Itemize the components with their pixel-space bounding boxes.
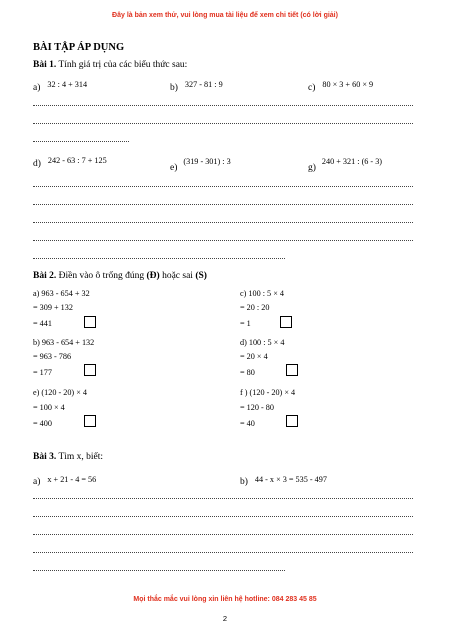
answer-box-b[interactable] — [84, 364, 96, 376]
answer-line — [33, 497, 413, 499]
bai1-item-a — [33, 77, 87, 95]
item-expression: 242 - 63 : 7 + 125 — [47, 156, 107, 165]
bai1-label: Bài 1. — [33, 60, 57, 70]
bai1-item-g — [308, 153, 382, 171]
answer-box-d[interactable] — [286, 364, 298, 376]
answer-line — [33, 185, 413, 187]
item-label: g) — [308, 163, 316, 173]
item-label: c) — [308, 83, 316, 93]
bai2-f-line1: f ) (120 - 20) × 4 — [240, 388, 296, 397]
answer-line — [33, 203, 413, 205]
item-expression: 327 - 81 : 9 — [184, 80, 223, 89]
answer-box-f[interactable] — [286, 415, 298, 427]
bai2-c-line2: = 20 : 20 — [240, 303, 270, 312]
bai2-a-line1: a) 963 - 654 + 32 — [33, 289, 90, 298]
bai2-a-line2: = 309 + 132 — [33, 303, 73, 312]
bai3-instruction: Tìm x, biết: — [56, 452, 104, 462]
section-title: BÀI TẬP ÁP DỤNG — [33, 42, 125, 53]
bai2-e-line3: = 400 — [33, 419, 52, 428]
item-label: b) — [170, 83, 178, 93]
answer-line — [33, 551, 413, 553]
bai2-e-line2: = 100 × 4 — [33, 403, 65, 412]
answer-box-c[interactable] — [280, 316, 292, 328]
bai2-instruction-mid: hoặc sai — [159, 271, 196, 281]
bai2-b-line3: = 177 — [33, 368, 52, 377]
item-expression: 32 : 4 + 314 — [47, 80, 88, 89]
answer-line — [33, 515, 413, 517]
bai2-sai: (S) — [195, 271, 207, 281]
bai2-f-line2: = 120 - 80 — [240, 403, 274, 412]
answer-line — [33, 104, 413, 106]
page-number: 2 — [222, 614, 228, 623]
answer-line — [33, 239, 413, 241]
item-expression: 240 + 321 : (6 - 3) — [321, 157, 383, 166]
answer-line — [33, 257, 285, 259]
bai2-d-line2: = 20 × 4 — [240, 352, 268, 361]
answer-box-e[interactable] — [84, 415, 96, 427]
item-label: a) — [33, 83, 41, 93]
answer-line — [33, 140, 129, 142]
bai2-heading — [33, 271, 207, 281]
item-label: d) — [33, 159, 41, 169]
bai2-b-line1: b) 963 - 654 + 132 — [33, 338, 95, 347]
bai3-label: Bài 3. — [33, 452, 57, 462]
bai2-a-line3: = 441 — [33, 319, 52, 328]
bai2-e-line1: e) (120 - 20) × 4 — [33, 388, 87, 397]
bai3-item-a — [33, 471, 96, 489]
answer-box-a[interactable] — [84, 316, 96, 328]
item-expression: 80 × 3 + 60 × 9 — [322, 80, 374, 89]
answer-line — [33, 122, 413, 124]
item-label: e) — [170, 163, 178, 173]
bai1-instruction: Tính giá trị của các biểu thức sau: — [56, 60, 188, 70]
bai2-f-line3: = 40 — [240, 419, 255, 428]
answer-line — [33, 221, 413, 223]
bai3-item-b — [240, 471, 327, 489]
answer-line — [33, 569, 285, 571]
bai1-item-d — [33, 153, 107, 171]
bai3-heading — [33, 452, 103, 462]
bai2-b-line2: = 963 - 786 — [33, 352, 72, 361]
bai2-dung: (Đ) — [146, 271, 160, 281]
bai2-c-line3: = 1 — [240, 319, 251, 328]
answer-line — [33, 533, 413, 535]
bai2-d-line3: = 80 — [240, 368, 255, 377]
item-label: b) — [240, 477, 248, 487]
footer-notice: Mọi thắc mắc vui lòng xin liên hệ hotline: 084 283 45 85 — [133, 596, 317, 603]
bai1-item-c — [308, 77, 373, 95]
bai2-d-line1: d) 100 : 5 × 4 — [240, 338, 285, 347]
item-label: a) — [33, 477, 41, 487]
item-expression: 44 - x × 3 = 535 - 497 — [254, 475, 327, 484]
bai2-label: Bài 2. — [33, 271, 57, 281]
bai1-item-b — [170, 77, 223, 95]
bai2-instruction-pre: Điền vào ô trống đúng — [56, 271, 147, 281]
bai2-c-line1: c) 100 : 5 × 4 — [240, 289, 284, 298]
item-expression: (319 - 301) : 3 — [183, 157, 231, 166]
item-expression: x + 21 - 4 = 56 — [47, 475, 97, 484]
header-notice: Đây là bản xem thử, vui lòng mua tài liệu để xem chi tiết (có lời giải) — [112, 12, 338, 19]
bai1-heading — [33, 60, 187, 70]
bai1-item-e — [170, 153, 231, 171]
